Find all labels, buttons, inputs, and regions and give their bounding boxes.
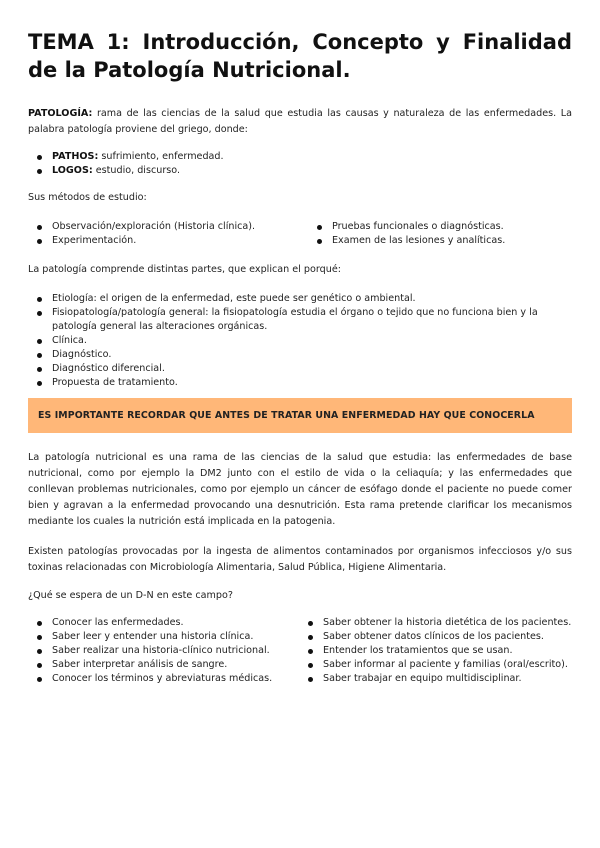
- bullet-icon: [37, 367, 42, 372]
- list-item: Conocer las enfermedades.: [28, 616, 299, 630]
- list-item: Observación/exploración (Historia clínica).: [28, 220, 308, 234]
- bullet-icon: [308, 621, 313, 626]
- etymology-term: PATHOS:: [52, 151, 99, 162]
- bullet-icon: [37, 311, 42, 316]
- methods-list-right: [308, 220, 505, 248]
- list-item: Saber trabajar en equipo multidisciplinar.: [299, 672, 571, 686]
- intro-text: rama de las ciencias de la salud que estudia las causas y naturaleza de las enfermedades. La palabra patología proviene del griego, donde:: [28, 108, 572, 135]
- etymology-text: sufrimiento, enfermedad.: [98, 151, 224, 162]
- list-item: Examen de las lesiones y analíticas.: [308, 234, 505, 248]
- bullet-icon: [37, 635, 42, 640]
- etymology-term: LOGOS:: [52, 165, 93, 176]
- parts-intro: La patología comprende distintas partes, que explican el porqué:: [28, 264, 341, 275]
- bullet-icon: [37, 621, 42, 626]
- list-item: Entender los tratamientos que se usan.: [299, 644, 571, 658]
- bullet-icon: [37, 663, 42, 668]
- paragraph-contaminacion: Existen patologías provocadas por la ingesta de alimentos contaminados por organismos infecciosos y/o sus toxinas relacionadas con Microbiología Alimentaria, Salud Pública, Higiene Alimentaria.: [28, 546, 572, 573]
- list-item: Etiología: el origen de la enfermedad, este puede ser genético o ambiental.: [28, 292, 572, 306]
- list-item: Clínica.: [28, 334, 572, 348]
- etymology-list: [28, 150, 572, 178]
- list-item: Diagnóstico.: [28, 348, 572, 362]
- bullet-icon: [37, 225, 42, 230]
- list-item: Saber obtener datos clínicos de los pacientes.: [299, 630, 571, 644]
- highlight-box: ES IMPORTANTE RECORDAR QUE ANTES DE TRATAR UNA ENFERMEDAD HAY QUE CONOCERLA: [28, 398, 572, 433]
- question-text: ¿Qué se espera de un D-N en este campo?: [28, 590, 233, 601]
- bullet-icon: [37, 297, 42, 302]
- bullet-icon: [308, 635, 313, 640]
- list-item: Saber leer y entender una historia clínica.: [28, 630, 299, 644]
- list-item: Propuesta de tratamiento.: [28, 376, 572, 390]
- list-item: Saber informar al paciente y familias (oral/escrito).: [299, 658, 571, 672]
- bullet-icon: [317, 239, 322, 244]
- methods-columns: [28, 220, 572, 248]
- list-item: Fisiopatología/patología general: la fisiopatología estudia el órgano o tejido que no funciona bien y la patología general las alteraciones orgánicas.: [28, 306, 572, 334]
- page-title: TEMA 1: Introducción, Concepto y Finalidad de la Patología Nutricional.: [28, 30, 572, 82]
- bullet-icon: [308, 677, 313, 682]
- bullet-icon: [37, 353, 42, 358]
- bullet-icon: [37, 155, 42, 160]
- list-item: Saber obtener la historia dietética de los pacientes.: [299, 616, 571, 630]
- list-item: [28, 164, 572, 178]
- list-item: Saber realizar una historia-clínico nutricional.: [28, 644, 299, 658]
- list-item: [28, 150, 572, 164]
- bullet-icon: [317, 225, 322, 230]
- bullet-icon: [37, 239, 42, 244]
- document-page: [28, 28, 572, 686]
- bullet-icon: [37, 677, 42, 682]
- list-item: Conocer los términos y abreviaturas médicas.: [28, 672, 299, 686]
- methods-intro: Sus métodos de estudio:: [28, 192, 147, 203]
- expectations-columns: [28, 616, 572, 686]
- intro-term: PATOLOGÍA:: [28, 108, 93, 119]
- bullet-icon: [37, 339, 42, 344]
- paragraph-patologia-nutricional: La patología nutricional es una rama de las ciencias de la salud que estudia: las enfermedades de base nutricional, como por ejemplo la DM2 junto con el estilo de vida o la celiaquía; y las enfermedades que conllevan problemas nutricionales, como por ejemplo un cáncer de esófago donde el paciente no puede comer bien y agravan a la enfermedad provocando una desnutrición. Esta rama pretende clarificar los mecanismos mediante los cuales la nutrición está implicada en la patogenia.: [28, 452, 572, 527]
- expectations-list-right: [299, 616, 571, 686]
- list-item: Experimentación.: [28, 234, 308, 248]
- bullet-icon: [308, 663, 313, 668]
- bullet-icon: [37, 169, 42, 174]
- expectations-list-left: [28, 616, 299, 686]
- parts-list: [28, 292, 572, 390]
- list-item: Pruebas funcionales o diagnósticas.: [308, 220, 505, 234]
- list-item: Diagnóstico diferencial.: [28, 362, 572, 376]
- list-item: Saber interpretar análisis de sangre.: [28, 658, 299, 672]
- bullet-icon: [37, 649, 42, 654]
- intro-paragraph: [28, 106, 572, 138]
- bullet-icon: [308, 649, 313, 654]
- etymology-text: estudio, discurso.: [92, 165, 181, 176]
- bullet-icon: [37, 381, 42, 386]
- methods-list-left: [28, 220, 308, 248]
